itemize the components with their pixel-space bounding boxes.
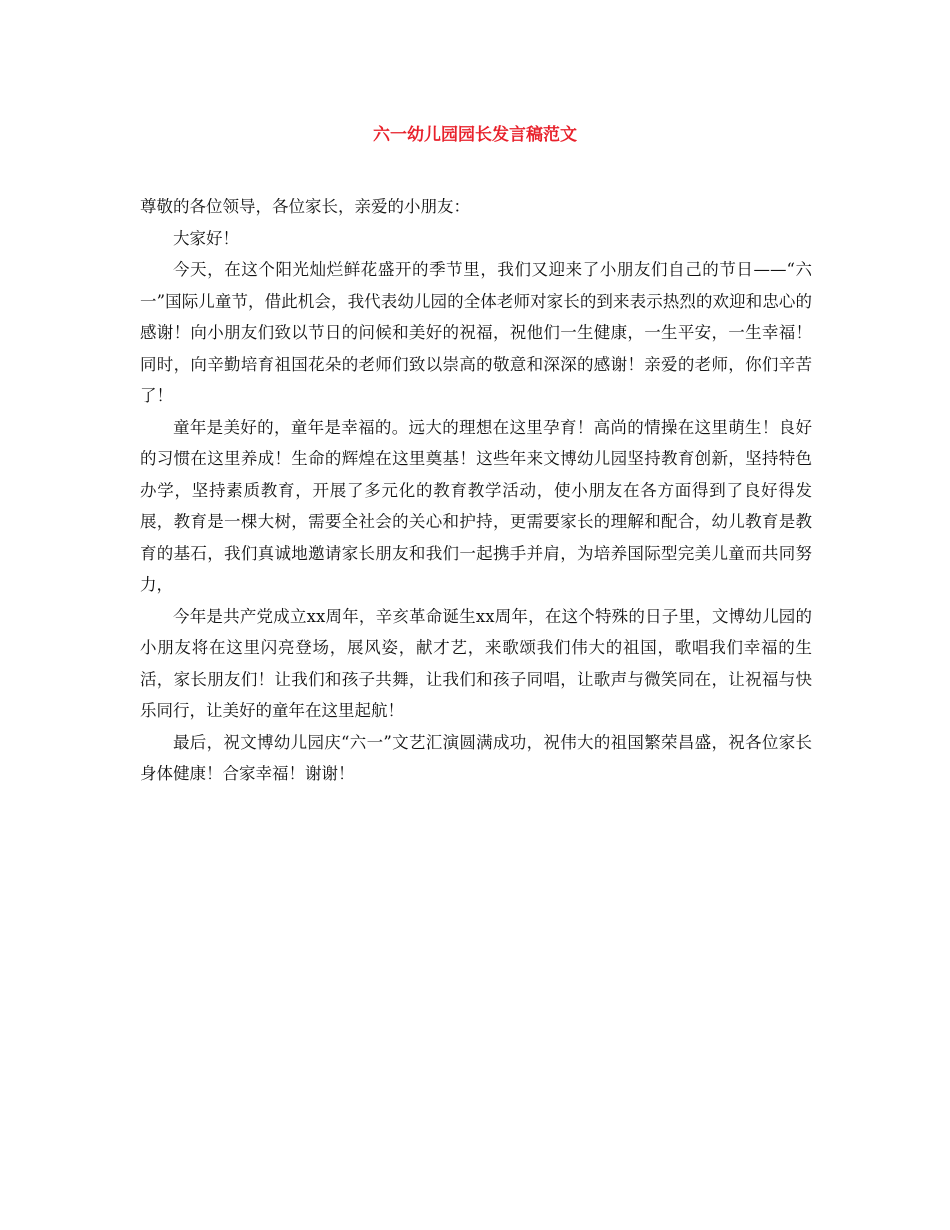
document-title: 六一幼儿园园长发言稿范文 xyxy=(373,125,577,145)
paragraph-childhood: 童年是美好的，童年是幸福的。远大的理想在这里孕育！高尚的情操在这里萌生！良好的习惯在这里养成！生命的辉煌在这里奠基！这些年来文博幼儿园坚持教育创新，坚持特色办学，坚持素质教育，开展了多元化的教育教学活动，使小朋友在各方面得到了良好得发展，教育是一棵大树，需要全社会的关心和护持，更需要家长的理解和配合，幼儿教育是教育的基石，我们真诚地邀请家长朋友和我们一起携手并肩，为培养国际型完美儿童而共同努力， xyxy=(140,417,812,594)
document-body xyxy=(140,191,812,790)
salutation: 尊敬的各位领导，各位家长，亲爱的小朋友： xyxy=(140,197,470,216)
paragraph-closing: 最后，祝文博幼儿园庆“六一”文艺汇演圆满成功，祝伟大的祖国繁荣昌盛，祝各位家长身体健康！合家幸福！谢谢！ xyxy=(140,732,812,783)
paragraph-greeting: 大家好！ xyxy=(173,228,239,248)
paragraph-welcome: 今天，在这个阳光灿烂鲜花盛开的季节里，我们又迎来了小朋友们自己的节日——“六一”国际儿童节，借此机会，我代表幼儿园的全体老师对家长的到来表示热烈的欢迎和忠心的感谢！向小朋友们致以节日的问候和美好的祝福，祝他们一生健康，一生平安，一生幸福！同时，向辛勤培育祖国花朵的老师们致以崇高的敬意和深深的感谢！亲爱的老师，你们辛苦了！ xyxy=(140,260,812,405)
paragraph-anniversary: 今年是共产党成立xx周年，辛亥革命诞生xx周年，在这个特殊的日子里，文博幼儿园的小朋友将在这里闪亮登场，展风姿，献才艺，来歌颂我们伟大的祖国，歌唱我们幸福的生活，家长朋友们！让我们和孩子共舞，让我们和孩子同唱，让歌声与微笑同在，让祝福与快乐同行，让美好的童年在这里起航！ xyxy=(140,606,812,720)
